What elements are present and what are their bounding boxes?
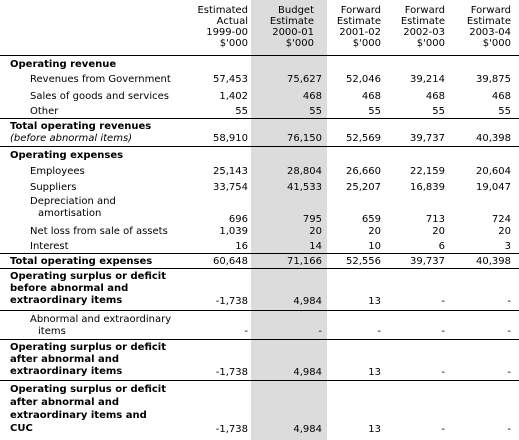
cell: 3 [504,241,511,252]
cell: 55 [368,106,381,117]
row-label-cont: extraordinary items [10,366,123,377]
row-label-cont: items [38,326,66,337]
cell: 71,166 [287,256,322,267]
table-row-surplus-before-abnormal [0,271,519,311]
cell: 58,910 [213,133,248,144]
cell: 40,398 [476,256,511,267]
cell: 468 [425,91,445,102]
cell: 713 [425,214,445,225]
table-header [0,0,519,56]
cell: 1,039 [219,226,248,237]
cell: 13 [368,424,381,435]
row-label: Total operating revenues [10,121,152,132]
row-label-cont: extraordinary items [10,295,123,306]
table-row-surplus-after-cuc [0,384,519,436]
cell: 4,984 [293,367,322,378]
row-label-cont: after abnormal and [10,354,120,365]
cell: 20 [432,226,445,237]
row-label: Net loss from sale of assets [30,226,168,237]
cell: 10 [368,241,381,252]
row-label: Revenues from Government [30,74,171,85]
row-label: Operating surplus or deficit [10,271,167,282]
col-header-2003-04: Forward Estimate 2003-04 $'000 [466,5,511,49]
cell: 55 [235,106,248,117]
row-label: Total operating expenses [10,256,153,267]
cell: 4,984 [293,424,322,435]
table-row [0,91,519,103]
table-row [0,106,519,119]
cell: 76,150 [287,133,322,144]
cell: - [244,326,248,337]
cell: -1,738 [215,367,248,378]
table-row-abnormal-items [0,314,519,340]
cell: 26,660 [346,166,381,177]
row-label: Employees [30,166,85,177]
row-label-cont: amortisation [38,208,102,219]
row-label-cont: after abnormal and [10,397,120,408]
col-header-2002-03: Forward Estimate 2002-03 $'000 [400,5,445,49]
cell: 52,046 [346,74,381,85]
cell: - [377,326,381,337]
row-label: Other [30,106,59,117]
cell: 20 [498,226,511,237]
cell: 1,402 [219,91,248,102]
row-label: Abnormal and extraordinary [30,314,172,325]
cell: 57,453 [213,74,248,85]
col-header-2000-01: Budget Estimate 2000-01 $'000 [269,5,314,49]
cell: - [507,296,511,307]
cell: 20 [368,226,381,237]
cell: 659 [361,214,381,225]
cell: - [507,326,511,337]
cell: - [507,424,511,435]
section-label: Operating expenses [10,150,124,161]
row-label: Operating surplus or deficit [10,342,167,353]
cell: -1,738 [215,296,248,307]
cell: 14 [309,241,322,252]
row-label: Suppliers [30,182,77,193]
cell: - [318,326,322,337]
cell: 6 [438,241,445,252]
cell: 20 [309,226,322,237]
cell: - [441,326,445,337]
row-label-cont: extraordinary items and [10,410,147,421]
cell: - [507,367,511,378]
cell: 16,839 [410,182,445,193]
cell: 55 [498,106,511,117]
cell: 22,159 [410,166,445,177]
col-header-2001-02: Forward Estimate 2001-02 $'000 [336,5,381,49]
table-row-total-revenues [0,121,519,147]
table-row [0,74,519,86]
row-label: Operating surplus or deficit [10,384,167,395]
table-row [0,182,519,194]
cell: 4,984 [293,296,322,307]
cell: 25,207 [346,182,381,193]
section-label: Operating revenue [10,59,117,70]
cell: 20,604 [476,166,511,177]
cell: 39,875 [476,74,511,85]
cell: 40,398 [476,133,511,144]
section-operating-revenue [0,59,519,71]
row-label: Interest [30,241,69,252]
col-header-1999-00: Estimated Actual 1999-00 $'000 [197,5,248,49]
section-operating-expenses [0,150,519,162]
cell: 39,214 [410,74,445,85]
row-label-cont: before abnormal and [10,283,129,294]
table-row [0,166,519,178]
cell: 55 [309,106,322,117]
table-row-surplus-after-abnormal [0,342,519,381]
cell: 39,737 [410,256,445,267]
cell: 696 [228,214,248,225]
cell: - [441,424,445,435]
table-row [0,196,519,225]
cell: 13 [368,296,381,307]
cell: 52,556 [346,256,381,267]
row-label: Depreciation and [30,196,116,207]
row-label-note: (before abnormal items) [10,133,133,144]
cell: 468 [491,91,511,102]
cell: 28,804 [287,166,322,177]
row-label: Sales of goods and services [30,91,169,102]
cell: 39,737 [410,133,445,144]
cell: - [441,367,445,378]
table-row-total-expenses [0,256,519,269]
cell: 25,143 [213,166,248,177]
cell: 41,533 [287,182,322,193]
cell: 724 [491,214,511,225]
cell: 468 [361,91,381,102]
cell: 75,627 [287,74,322,85]
cell: 60,648 [213,256,248,267]
row-label-cont: CUC [10,423,33,434]
cell: 33,754 [213,182,248,193]
cell: 16 [235,241,248,252]
cell: 13 [368,367,381,378]
cell: 795 [302,214,322,225]
cell: 19,047 [476,182,511,193]
cell: 55 [432,106,445,117]
table-row [0,241,519,254]
cell: 468 [302,91,322,102]
cell: -1,738 [215,424,248,435]
cell: - [441,296,445,307]
cell: 52,569 [346,133,381,144]
table-row [0,226,519,238]
